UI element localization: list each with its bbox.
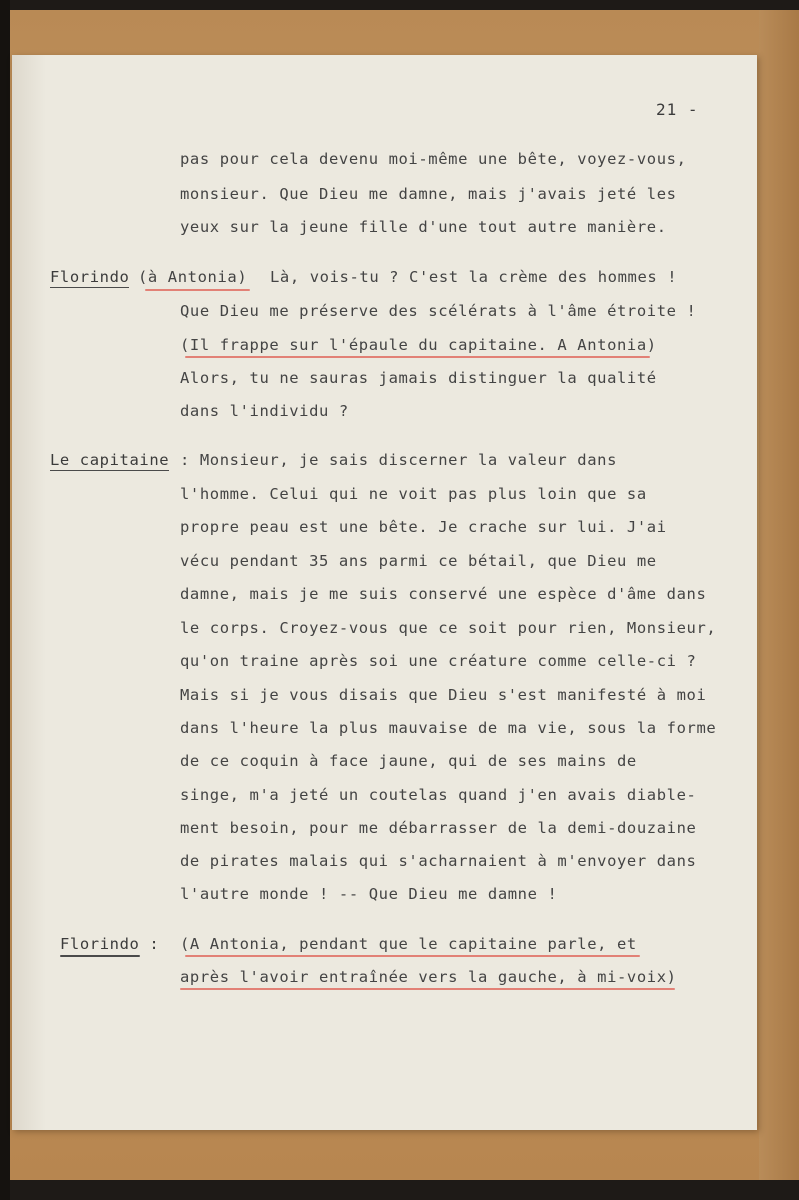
text-line: qu'on traine après soi une créature comme celle-ci ? [180,652,697,670]
stage-direction: (à Antonia) [138,268,248,286]
text-line: l'autre monde ! -- Que Dieu me damne ! [180,885,558,903]
text-line: dans l'heure la plus mauvaise de ma vie, sous la forme [180,719,717,737]
text-line: de ce coquin à face jaune, qui de ses mains de [180,752,637,770]
text-line: monsieur. Que Dieu me damne, mais j'avais jeté les [180,185,677,203]
red-underline [185,955,640,957]
text-line: ment besoin, pour me débarrasser de la demi-douzaine [180,819,697,837]
red-underline [180,988,675,990]
text-line: vécu pendant 35 ans parmi ce bétail, que Dieu me [180,552,657,570]
text-line: pas pour cela devenu moi-même une bête, voyez-vous, [180,150,687,168]
text-line: damne, mais je me suis conservé une espèce d'âme dans [180,585,707,603]
red-underline [145,289,250,291]
speaker-capitaine: Le capitaine [50,451,170,469]
right-cardboard-edge [759,10,799,1180]
text-line: propre peau est une bête. Je crache sur lui. J'ai [180,518,667,536]
speaker-florindo: Florindo [50,268,130,286]
page-number: 21 - [656,100,699,119]
speaker-florindo: Florindo : [60,935,160,953]
text-line: : Monsieur, je sais discerner la valeur dans [180,451,617,469]
stage-direction: après l'avoir entraînée vers la gauche, à mi-voix) [180,968,677,986]
stage-direction: (A Antonia, pendant que le capitaine parle, et [180,935,637,953]
text-line: de pirates malais qui s'acharnaient à m'envoyer dans [180,852,697,870]
red-underline [185,356,650,358]
text-line: singe, m'a jeté un coutelas quand j'en avais diable- [180,786,697,804]
stage-direction: (Il frappe sur l'épaule du capitaine. A Antonia) [180,336,657,354]
page-gutter-shadow [12,55,46,1130]
text-line: Alors, tu ne sauras jamais distinguer la qualité [180,369,657,387]
text-line: Là, vois-tu ? C'est la crème des hommes ! [270,268,678,286]
left-binding-edge [0,0,10,1200]
text-line: Que Dieu me préserve des scélérats à l'âme étroite ! [180,302,697,320]
text-line: Mais si je vous disais que Dieu s'est manifesté à moi [180,686,707,704]
speaker-underline [60,955,140,957]
text-line: yeux sur la jeune fille d'une tout autre manière. [180,218,667,236]
text-line: l'homme. Celui qui ne voit pas plus loin que sa [180,485,647,503]
text-line: dans l'individu ? [180,402,349,420]
text-line: le corps. Croyez-vous que ce soit pour rien, Monsieur, [180,619,717,637]
